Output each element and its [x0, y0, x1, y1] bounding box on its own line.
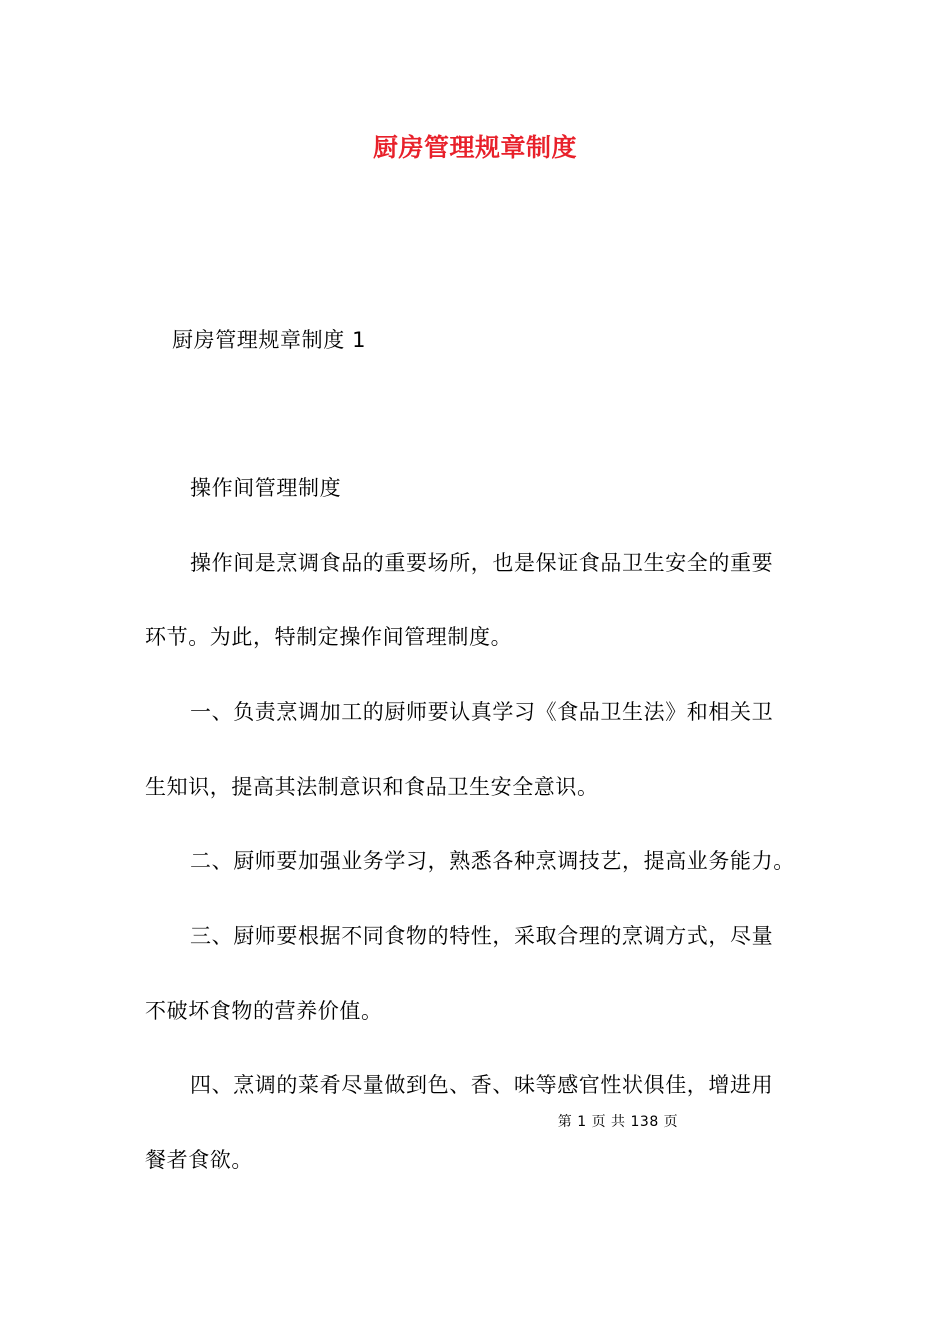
subheading: 操作间管理制度 [190, 476, 342, 500]
paragraph-line: 生知识，提高其法制意识和食品卫生安全意识。 [145, 775, 599, 799]
document-title: 厨房管理规章制度 [372, 133, 577, 162]
paragraph-line: 四、烹调的菜肴尽量做到色、香、味等感官性状俱佳，增进用 [190, 1073, 774, 1097]
paragraph-line: 三、厨师要根据不同食物的特性，采取合理的烹调方式，尽量 [190, 924, 774, 948]
paragraph-line: 一、负责烹调加工的厨师要认真学习《食品卫生法》和相关卫 [190, 700, 774, 724]
paragraph-line: 不破坏食物的营养价值。 [145, 999, 383, 1023]
paragraph-line: 环节。为此，特制定操作间管理制度。 [145, 625, 513, 649]
paragraph-line: 二、厨师要加强业务学习，熟悉各种烹调技艺，提高业务能力。 [190, 849, 795, 873]
paragraph-line: 操作间是烹调食品的重要场所，也是保证食品卫生安全的重要 [190, 551, 774, 575]
paragraph-line: 餐者食欲。 [145, 1148, 253, 1172]
section-heading: 厨房管理规章制度 1 [172, 328, 367, 352]
page-number-footer: 第 1 页 共 138 页 [557, 1114, 679, 1130]
